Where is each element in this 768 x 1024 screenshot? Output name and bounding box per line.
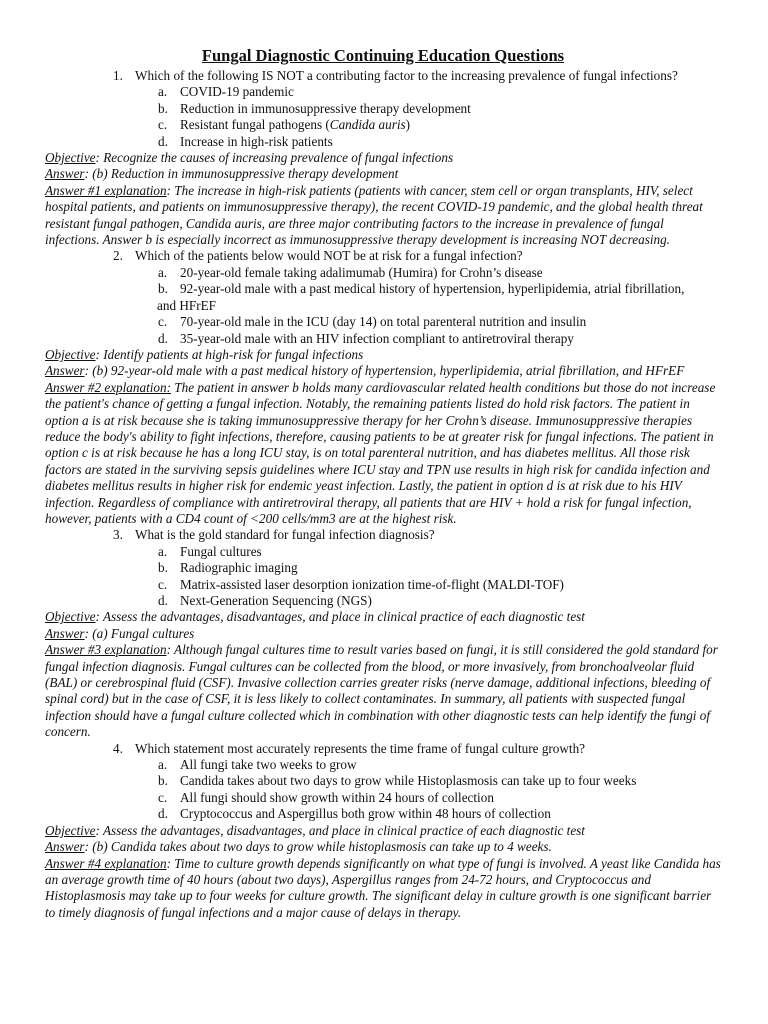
question-stem (45, 741, 721, 757)
option-text: Reduction in immunosuppressive therapy development (180, 100, 471, 116)
question-number: 4. (113, 740, 123, 756)
option-letter: b. (158, 773, 168, 789)
option-text: All fungi should show growth within 24 hours of collection (180, 789, 494, 805)
answer-text: : (b) Candida takes about two days to grow while histoplasmosis can take up to 4 weeks. (84, 839, 552, 855)
question-stem (45, 248, 721, 264)
option-text: Fungal cultures (180, 543, 262, 559)
option-text: Candida takes about two days to grow while Histoplasmosis can take up to four weeks (180, 773, 637, 789)
option-text: 35-year-old male with an HIV infection compliant to antiretroviral therapy (180, 330, 574, 346)
option-d (45, 134, 721, 150)
option-letter: d. (158, 806, 168, 822)
option-letter: d. (158, 593, 168, 608)
question-4 (45, 741, 721, 921)
option-text-continued: and HFrEF (157, 297, 216, 313)
objective-text: : Assess the advantages, disadvantages, and place in clinical practice of each diagnostic test (95, 822, 585, 838)
option-text: Resistant fungal pathogens ( (180, 117, 330, 133)
option-letter: a. (158, 757, 168, 773)
option-letter: a. (158, 543, 168, 559)
option-text: Increase in high-risk patients (180, 133, 333, 149)
option-text: Matrix-assisted laser desorption ionization time-of-flight (MALDI-TOF) (180, 576, 564, 592)
option-text: 92-year-old male with a past medical history of hypertension, hyperlipidemia, atrial fibrillation, (180, 281, 685, 297)
question-number: 3. (113, 527, 123, 543)
option-text: All fungi take two weeks to grow (180, 757, 357, 773)
question-number: 2. (113, 248, 123, 264)
option-d (45, 331, 721, 347)
explanation-label: Answer #1 explanation (45, 182, 167, 198)
answer-label: Answer (45, 363, 85, 379)
question-1 (45, 68, 721, 248)
option-letter: b. (158, 100, 168, 116)
option-d (45, 806, 721, 822)
answer (45, 839, 721, 855)
question-number: 1. (113, 68, 123, 83)
explanation-text: : The increase in high-risk patients (patients with cancer, stem cell or organ transplants, HIV, select hospital patients, and patients on immunosuppressive therapy), the recent COVID-19 pandemic, and the global health threat resistant fungal pathogen, Candida auris, are three major contributing factors to the increase in prevalence of fungal infections. Answer b is especially incorrect as immunosuppressive therapy development is increasing NOT decreasing. (45, 182, 703, 248)
option-b (45, 560, 721, 576)
question-text: What is the gold standard for fungal infection diagnosis? (135, 527, 435, 543)
answer (45, 626, 721, 642)
option-c (45, 117, 721, 133)
option-text: Cryptococcus and Aspergillus both grow within 48 hours of collection (180, 806, 551, 822)
answer-label: Answer (45, 166, 85, 182)
objective-label: Objective (45, 609, 96, 625)
explanation-label: Answer #3 explanation (45, 642, 167, 658)
option-a (45, 265, 721, 281)
answer-text: : (a) Fungal cultures (84, 625, 195, 641)
option-a (45, 84, 721, 100)
objective (45, 609, 721, 625)
option-a (45, 757, 721, 773)
answer-label: Answer (45, 625, 85, 641)
question-text: Which statement most accurately represents the time frame of fungal culture growth? (135, 740, 586, 756)
answer-text: : (b) Reduction in immunosuppressive therapy development (84, 166, 399, 182)
option-b (45, 281, 721, 314)
objective-label: Objective (45, 822, 96, 838)
explanation-text: : Although fungal cultures time to result varies based on fungi, it is still considered the gold standard for fungal infection diagnosis. Fungal cultures can be collected from the blood, or more invasively, from bronchoalveolar fluid (BAL) or cerebrospinal fluid (CSF). Invasive collection carries greater risks (nerve damage, additional infections, bleeding of spinal cord) but in the case of CSF, it is less likely to collect contaminates. In summary, all patients with suspected fungal infection should have a fungal culture collected which in combination with other diagnostic tests can help identify the fungi of concern. (45, 642, 718, 740)
option-c (45, 790, 721, 806)
explanation-label: Answer #4 explanation (45, 855, 167, 871)
option-b (45, 773, 721, 789)
option-letter: b. (158, 560, 168, 576)
option-letter: c. (158, 314, 168, 330)
answer-explanation (45, 856, 721, 922)
question-3 (45, 527, 721, 740)
option-text: 70-year-old male in the ICU (day 14) on total parenteral nutrition and insulin (180, 314, 587, 330)
answer-text: : (b) 92-year-old male with a past medical history of hypertension, hyperlipidemia, atrial fibrillation, and HFrEF (84, 363, 685, 379)
explanation-text: The patient in answer b holds many cardiovascular related health conditions but those do not increase the patient's chance of getting a fungal infection. Notably, the remaining patients listed do hold risk factors. The patient in option a is at risk because she is taking immunosuppressive therapy for her Crohn’s disease. Immunosuppressive therapies reduce the body's ability to fight infections, therefore, causing patients to be at greater risk for fungal infections. The patient in option c is at risk because he has a long ICU stay, is on total parenteral nutrition, and has diabetes mellitus. All those risk factors are stated in the surviving sepsis guidelines where ICU stay and TPN use results in high risk for candida infection and diabetes mellitus results in higher risk for endemic yeast infection. Lastly, the patient in option d is at risk due to his HIV infection. Regardless of compliance with antiretroviral therapy, all patients that are HIV + hold a risk for fungal infection, however, patients with a CD4 count of <200 cells/mm3 are at the highest risk. (45, 379, 716, 526)
option-text-after: ) (405, 117, 411, 133)
option-d (45, 593, 721, 609)
option-c (45, 577, 721, 593)
answer (45, 363, 721, 379)
document-page (45, 46, 721, 921)
option-b (45, 101, 721, 117)
option-text: Next-Generation Sequencing (NGS) (180, 593, 372, 608)
explanation-label: Answer #2 explanation: (45, 379, 171, 395)
question-stem (45, 68, 721, 84)
option-letter: d. (158, 133, 168, 149)
option-letter: a. (158, 264, 168, 280)
question-text: Which of the patients below would NOT be at risk for a fungal infection? (135, 248, 523, 264)
objective-text: : Identify patients at high-risk for fungal infections (95, 346, 364, 362)
option-letter: a. (158, 84, 168, 100)
document-title: Fungal Diagnostic Continuing Education Questions (201, 46, 565, 65)
objective (45, 347, 721, 363)
answer-label: Answer (45, 839, 85, 855)
option-a (45, 544, 721, 560)
objective-label: Objective (45, 346, 96, 362)
question-text: Which of the following IS NOT a contributing factor to the increasing prevalence of fungal infections? (135, 68, 678, 83)
objective (45, 823, 721, 839)
option-c (45, 314, 721, 330)
question-stem (45, 527, 721, 543)
objective-text: : Assess the advantages, disadvantages, and place in clinical practice of each diagnostic test (95, 609, 585, 625)
answer (45, 166, 721, 182)
option-text: 20-year-old female taking adalimumab (Humira) for Crohn’s disease (180, 264, 543, 280)
option-letter: b. (158, 281, 168, 297)
answer-explanation (45, 380, 721, 528)
option-letter: c. (158, 789, 168, 805)
option-text: COVID-19 pandemic (180, 84, 294, 100)
answer-explanation (45, 183, 721, 249)
option-letter: c. (158, 576, 168, 592)
option-letter: d. (158, 330, 168, 346)
objective (45, 150, 721, 166)
option-letter: c. (158, 117, 168, 133)
objective-text: : Recognize the causes of increasing prevalence of fungal infections (95, 150, 454, 166)
objective-label: Objective (45, 150, 96, 166)
explanation-text: : Time to culture growth depends significantly on what type of fungi is involved. A yeast like Candida has an average growth time of 40 hours (about two days), Aspergillus ranges from 24-72 hours, and Cryptococcus and Histoplasmosis may take up to four weeks for culture growth. The significant delay in culture growth is one significant barrier to timely diagnosis of fungal infections and a major cause of delays in therapy. (45, 855, 721, 920)
option-italic-text: Candida auris (329, 117, 406, 133)
answer-explanation (45, 642, 721, 740)
question-2 (45, 248, 721, 527)
option-text: Radiographic imaging (180, 560, 298, 576)
